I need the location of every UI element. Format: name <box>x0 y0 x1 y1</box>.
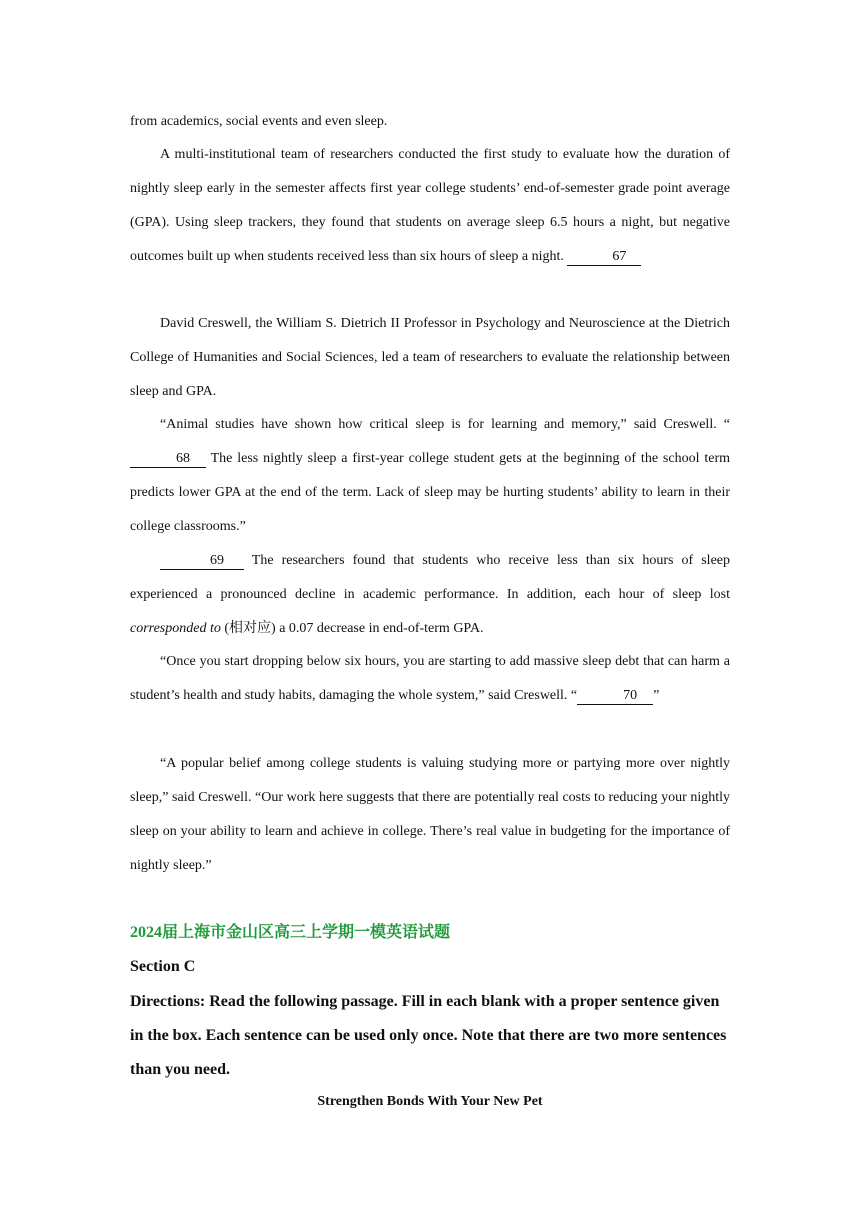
paragraph-6: “A popular belief among college students is valuing studying more or partying more over nightly sleep,” said Creswell. “Our work here suggests that there are potentially real costs to reducing your nightly sleep on your ability to learn and achieve in college. There’s real value in budgeting for the importance of nightly sleep.” <box>130 756 730 873</box>
exam-source-heading: 2024届上海市金山区高三上学期一模英语试题 <box>130 924 451 941</box>
paragraph-4-gloss: (相对应) <box>220 621 276 636</box>
paragraph-3-text-after: The less nightly sleep a first-year college student gets at the beginning of the school term predicts lower GPA at the end of the term. Lack of sleep may be hurting students’ ability to learn in their college classrooms.” <box>130 451 730 534</box>
paragraph-5-text-after: ” <box>653 688 660 703</box>
paragraph-4-text-end: a 0.07 decrease in end-of-term GPA. <box>275 621 484 636</box>
directions-text: Directions: Read the following passage. Fill in each blank with a proper sentence given in the box. Each sentence can be used only once. Note that there are two more sentences than you need. <box>130 993 727 1078</box>
paragraph-5-text-before: “Once you start dropping below six hours, you are starting to add massive sleep debt that can harm a student’s health and study habits, damaging the whole system,” said Creswell. “ <box>130 654 730 703</box>
passage-line-top: from academics, social events and even sleep. <box>130 114 388 129</box>
blank-67[interactable]: 67 <box>567 249 641 266</box>
paragraph-5 <box>130 645 730 713</box>
section-title: Section C <box>130 958 196 975</box>
paragraph-3 <box>130 408 730 544</box>
blank-69[interactable]: 69 <box>160 553 244 570</box>
paragraph-4-text-after: The researchers found that students who receive less than six hours of sleep experienced a pronounced decline in academic performance. In addition, each hour of sleep lost <box>130 553 730 602</box>
paragraph-1-text: A multi-institutional team of researchers conducted the first study to evaluate how the duration of nightly sleep early in the semester affects first year college students’ end-of-semester grade point average (GPA). Using sleep trackers, they found that students on average sleep 6.5 hours a night, but negative outcomes built up when students received less than six hours of sleep a night. <box>130 147 730 264</box>
blank-68[interactable]: 68 <box>130 451 206 468</box>
passage-title: Strengthen Bonds With Your New Pet <box>317 1094 543 1109</box>
paragraph-1 <box>130 138 730 274</box>
paragraph-2: David Creswell, the William S. Dietrich II Professor in Psychology and Neuroscience at the Dietrich College of Humanities and Social Sciences, led a team of researchers to evaluate the relationship between sleep and GPA. <box>130 316 730 399</box>
paragraph-3-text-before: “Animal studies have shown how critical sleep is for learning and memory,” said Creswell. “ <box>160 417 730 432</box>
blank-70[interactable]: 70 <box>577 688 653 705</box>
paragraph-4-italic: corresponded to <box>130 621 221 636</box>
paragraph-4 <box>130 544 730 646</box>
